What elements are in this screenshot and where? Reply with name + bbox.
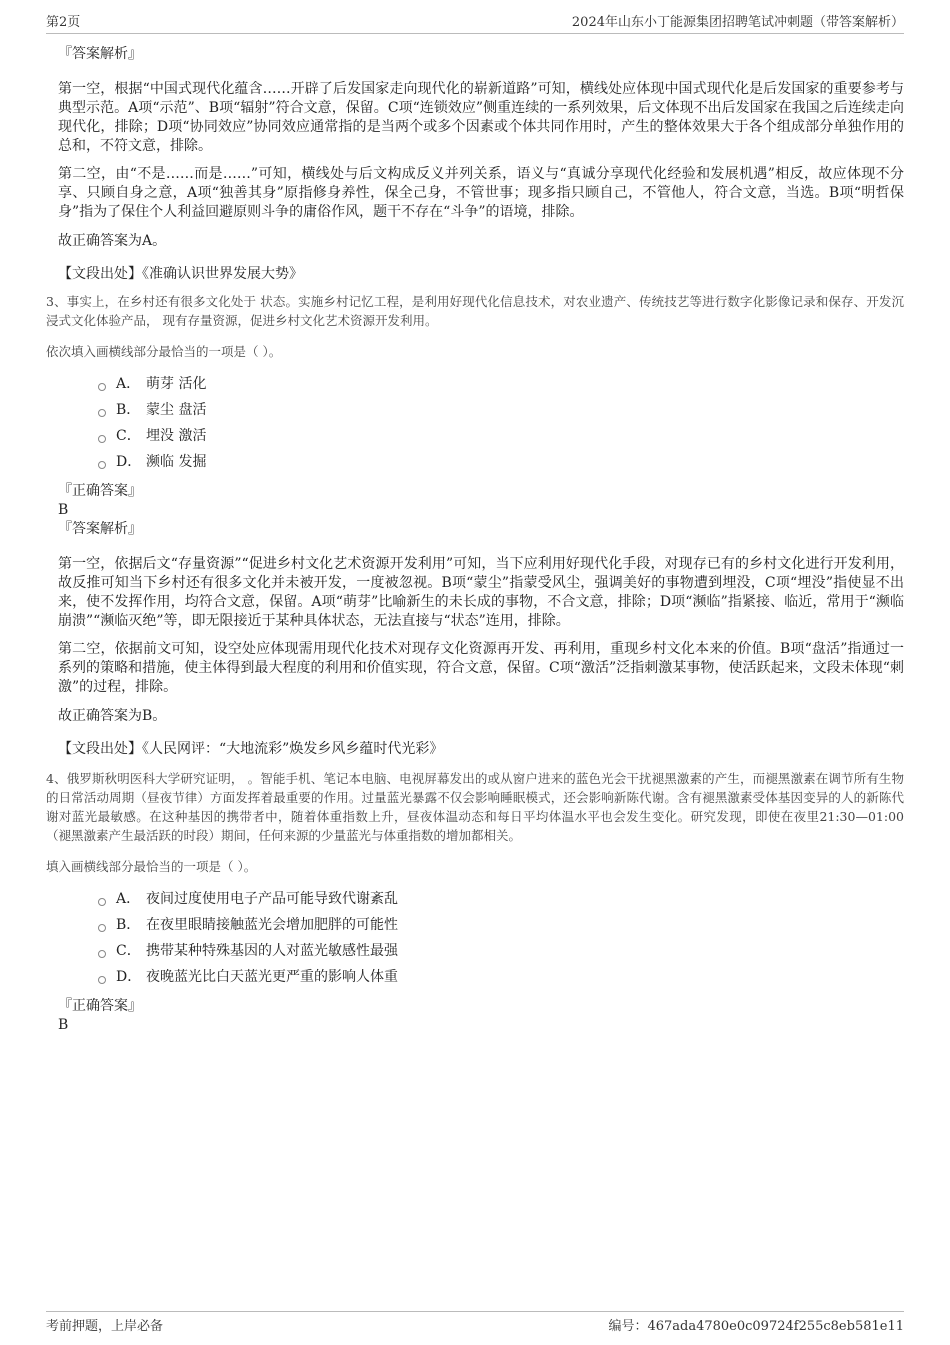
question-3-answer: [58, 481, 904, 759]
radio-icon[interactable]: [98, 383, 106, 391]
answer-value: B: [58, 502, 69, 518]
option-letter: B．: [116, 917, 141, 933]
option-letter: A．: [116, 376, 141, 392]
analysis-paragraph-1: 第一空，依据后文“存量资源”“促进乡村文化艺术资源开发利用”可知，当下应利用好现代化手段，对现存已有的乡村文化进行开发利用，故反推可知当下乡村还有很多文化并未被开发，一度被忽视。B项“蒙尘”指蒙受风尘，强调美好的事物遭到埋没，C项“埋没”指使显不出来，使不发挥作用，均符合文意，保留。A项“萌芽”比喻新生的未长成的事物，不合文意，排除；D项“濒临”指紧接、临近，常用于“濒临崩溃”“濒临灭绝”等，即无限接近于某种具体状态，无法直接与“状态”连用，排除。: [58, 556, 904, 629]
answer-value: B: [58, 1017, 69, 1033]
option-d[interactable]: [98, 449, 904, 475]
option-letter: A．: [116, 891, 141, 907]
option-letter: D．: [116, 454, 142, 470]
answer-label: 『正确答案』: [58, 998, 142, 1014]
option-text: 蒙尘 盘活: [146, 402, 207, 418]
analysis-paragraph-1: 第一空，根据“中国式现代化蕴含……开辟了后发国家走向现代化的崭新道路”可知，横线处应体现中国式现代化是后发国家的重要参考与典型示范。A项“示范”、B项“辐射”符合文意，保留。C项“连锁效应”侧重连续的一系列效果，后文体现不出后发国家在我国之后连续走向现代化，排除；D项“协同效应”协同效应通常指的是当两个或多个因素或个体共同作用时，产生的整体效果大于各个组成部分单独作用的总和，不符文意，排除。: [58, 81, 904, 154]
option-text: 携带某种特殊基因的人对蓝光敏感性最强: [146, 943, 398, 959]
page-footer: [46, 1311, 904, 1333]
option-text: 夜晚蓝光比白天蓝光更严重的影响人体重: [146, 969, 398, 985]
option-letter: B．: [116, 402, 141, 418]
radio-icon[interactable]: [98, 409, 106, 417]
radio-icon[interactable]: [98, 924, 106, 932]
option-text: 夜间过度使用电子产品可能导致代谢紊乱: [146, 891, 398, 907]
question-4-options: [98, 886, 904, 990]
analysis-label: 『答案解析』: [58, 521, 142, 537]
option-text: 濒临 发掘: [146, 454, 207, 470]
page-content: [46, 44, 904, 1034]
option-letter: C．: [116, 428, 141, 444]
radio-icon[interactable]: [98, 461, 106, 469]
radio-icon[interactable]: [98, 898, 106, 906]
option-c[interactable]: [98, 938, 904, 964]
radio-icon[interactable]: [98, 435, 106, 443]
option-c[interactable]: [98, 423, 904, 449]
page-number: 第2页: [46, 15, 81, 30]
question-4-answer: [58, 996, 904, 1034]
option-letter: D．: [116, 969, 142, 985]
analysis-paragraph-2: 第二空，由“不是……而是……”可知，横线处与后文构成反义并列关系，语义与“真诚分享现代化经验和发展机遇”相反，故应体现不分享、只顾自身之意，A项“独善其身”原指修身养性，保全己身，不管世事；现多指只顾自己，不管他人，符合文意，当选。B项“明哲保身”指为了保住个人利益回避原则斗争的庸俗作风，题干不存在“斗争”的语境，排除。: [58, 166, 904, 220]
option-text: 埋没 激活: [146, 428, 207, 444]
question-3: [46, 292, 904, 759]
page-header: [46, 12, 904, 34]
option-letter: C．: [116, 943, 141, 959]
question-3-prompt: 依次填入画横线部分最恰当的一项是（ ）。: [46, 344, 282, 359]
option-text: 萌芽 活化: [146, 376, 207, 392]
passage-source: 【文段出处】《准确认识世界发展大势》: [58, 266, 303, 282]
question-4: [46, 769, 904, 1034]
document-id: 编号：467ada4780e0c09724f255c8eb581e11: [608, 1319, 904, 1334]
option-a[interactable]: [98, 371, 904, 397]
analysis-conclusion: 故正确答案为B。: [58, 708, 167, 724]
footer-slogan: 考前押题，上岸必备: [46, 1319, 164, 1334]
option-b[interactable]: [98, 397, 904, 423]
option-b[interactable]: [98, 912, 904, 938]
radio-icon[interactable]: [98, 976, 106, 984]
document-title: 2024年山东小丁能源集团招聘笔试冲刺题（带答案解析）: [571, 15, 904, 30]
analysis-conclusion: 故正确答案为A。: [58, 233, 167, 249]
q2-analysis-tail: [58, 44, 904, 284]
question-3-text: 3、事实上，在乡村还有很多文化处于 状态。实施乡村记忆工程，是利用好现代化信息技术，对农业遗产、传统技艺等进行数字化影像记录和保存、开发沉浸式文化体验产品， 现有存量资源，促进乡村文化艺术资源开发利用。: [46, 294, 904, 328]
option-d[interactable]: [98, 964, 904, 990]
question-4-text: 4、俄罗斯秋明医科大学研究证明， 。智能手机、笔记本电脑、电视屏幕发出的或从窗户进来的蓝色光会干扰褪黑激素的产生，而褪黑激素在调节所有生物的日常活动周期（昼夜节律）方面发挥着最重要的作用。过量蓝光暴露不仅会影响睡眠模式，还会影响新陈代谢。含有褪黑激素受体基因变异的人的新陈代谢对蓝光最敏感。在这种基因的携带者中，随着体重指数上升，昼夜体温动态和每日平均体温水平也会发生变化。研究发现，即使在夜里21:30—01:00（褪黑激素产生最活跃的时段）期间，任何来源的少量蓝光与体重指数的增加都相关。: [46, 771, 904, 843]
analysis-label: 『答案解析』: [58, 46, 142, 62]
question-4-prompt: 填入画横线部分最恰当的一项是（ ）。: [46, 859, 257, 874]
option-a[interactable]: [98, 886, 904, 912]
analysis-paragraph-2: 第二空，依据前文可知，设空处应体现需用现代化技术对现存文化资源再开发、再利用，重现乡村文化本来的价值。B项“盘活”指通过一系列的策略和措施，使主体得到最大程度的利用和价值实现，符合文意，保留。C项“激活”泛指刺激某事物，使活跃起来，文段未体现“刺激”的过程，排除。: [58, 641, 904, 695]
option-text: 在夜里眼睛接触蓝光会增加肥胖的可能性: [146, 917, 398, 933]
radio-icon[interactable]: [98, 950, 106, 958]
passage-source: 【文段出处】《人民网评：“大地流彩”焕发乡风乡蕴时代光彩》: [58, 741, 444, 757]
question-3-options: [98, 371, 904, 475]
answer-label: 『正确答案』: [58, 483, 142, 499]
